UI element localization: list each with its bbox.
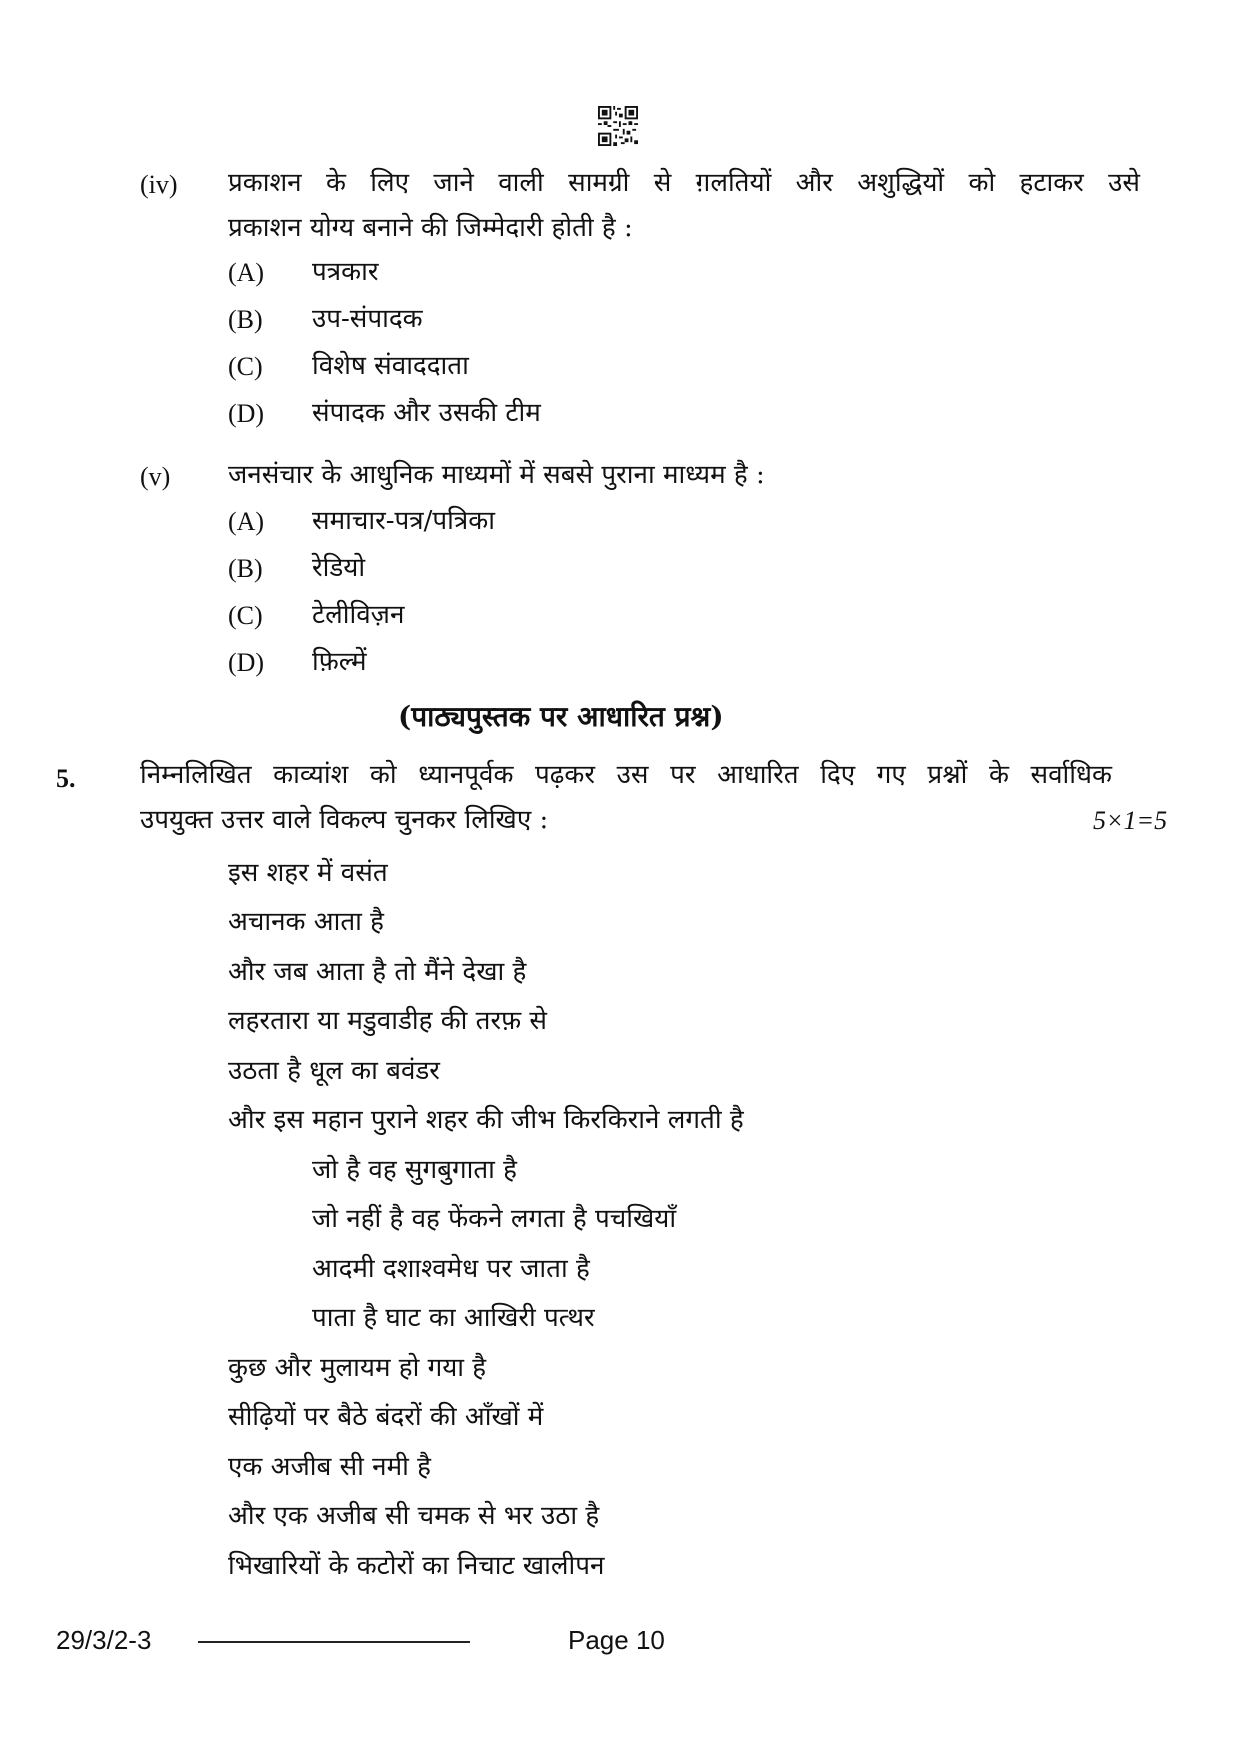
option-letter: (B) [228, 554, 263, 583]
marks-label: 5×1=5 [1093, 806, 1168, 835]
poem-line: कुछ और मुलायम हो गया है [228, 1353, 487, 1383]
paper-code: 29/3/2-3 [56, 1625, 152, 1655]
question-number-v: (v) [140, 462, 171, 491]
option-letter: (C) [228, 601, 263, 630]
poem-line: अचानक आता है [228, 907, 384, 937]
poem-line: लहरतारा या मडुवाडीह की तरफ़ से [228, 1006, 548, 1036]
option-text: विशेष संवाददाता [312, 351, 469, 381]
option-text: उप-संपादक [312, 304, 423, 334]
question-v-line1: जनसंचार के आधुनिक माध्यमों में सबसे पुराना माध्यम है : [228, 460, 765, 490]
poem-line: आदमी दशाश्वमेध पर जाता है [312, 1254, 590, 1284]
option-letter: (A) [228, 507, 265, 536]
option-text: समाचार-पत्र/पत्रिका [312, 506, 495, 536]
option-letter: (D) [228, 648, 265, 677]
footer-rule [198, 1641, 470, 1643]
option-letter: (B) [228, 305, 263, 334]
option-text: टेलीविज़न [312, 600, 405, 630]
question-iv-line2: प्रकाशन योग्य बनाने की जिम्मेदारी होती है : [228, 213, 633, 243]
poem-line: सीढ़ियों पर बैठे बंदरों की आँखों में [228, 1402, 544, 1432]
section-heading: (पाठ्यपुस्तक पर आधारित प्रश्न) [398, 700, 724, 733]
poem-line: पाता है घाट का आखिरी पत्थर [312, 1303, 595, 1333]
option-letter: (A) [228, 258, 265, 287]
question-5-line1: निम्नलिखित काव्यांश को ध्यानपूर्वक पढ़कर उस पर आधारित दिए गए प्रश्नों के सर्वाधिक [140, 760, 1112, 790]
question-5-line2: उपयुक्त उत्तर वाले विकल्प चुनकर लिखिए : [140, 805, 549, 835]
poem-line: भिखारियों के कटोरों का निचाट खालीपन [228, 1551, 605, 1581]
page-number: Page 10 [568, 1625, 665, 1655]
option-text: पत्रकार [312, 257, 379, 287]
option-text: फ़िल्में [312, 647, 367, 677]
poem-line: उठता है धूल का बवंडर [228, 1056, 440, 1086]
poem-line: जो नहीं है वह फेंकने लगता है पचखियाँ [312, 1204, 677, 1234]
poem-line: और जब आता है तो मैंने देखा है [228, 957, 527, 987]
question-number-5: 5. [56, 764, 76, 793]
qr-code [598, 106, 638, 146]
option-letter: (C) [228, 352, 263, 381]
poem-line: और इस महान पुराने शहर की जीभ किरकिराने लगती है [228, 1105, 744, 1135]
poem-line: जो है वह सुगबुगाता है [312, 1155, 517, 1185]
poem-line: और एक अजीब सी चमक से भर उठा है [228, 1501, 600, 1531]
poem-line: इस शहर में वसंत [228, 858, 388, 888]
option-letter: (D) [228, 399, 265, 428]
question-number-iv: (iv) [140, 170, 178, 199]
poem-line: एक अजीब सी नमी है [228, 1452, 431, 1482]
option-text: संपादक और उसकी टीम [312, 398, 541, 428]
question-iv-line1: प्रकाशन के लिए जाने वाली सामग्री से ग़लतियों और अशुद्धियों को हटाकर उसे [228, 168, 1140, 198]
option-text: रेडियो [312, 553, 366, 583]
